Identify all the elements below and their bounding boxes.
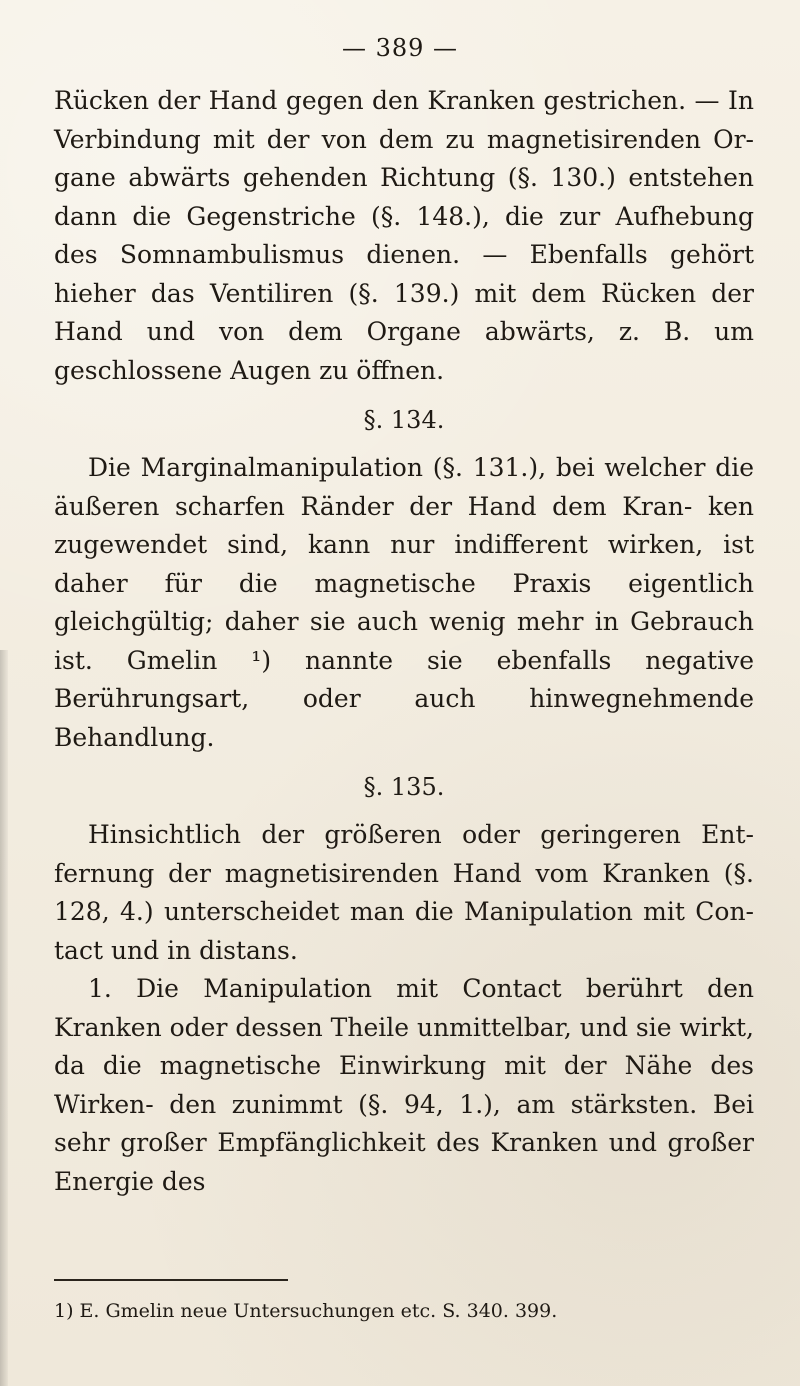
point-1-paragraph: 1. Die Manipulation mit Contact berührt den Kranken oder dessen Theile unmittelbar, und sie wirkt, da die magnetische Einwirkung mit der Nähe des Wirken- den zunimmt (§. 94, 1.), am stärksten. Bei sehr großer Empfänglichkeit des Kranken und großer Energie des	[54, 974, 754, 1196]
section-135-paragraph: Hinsichtlich der größeren oder geringeren Ent- fernung der magnetisirenden Hand vom Kranken (§. 128, 4.) unterscheidet man die Manipulation mit Con- tact und in distans.	[54, 820, 754, 965]
intro-paragraph: Rücken der Hand gegen den Kranken gestrichen. — In Verbindung mit der von dem zu magnetisirenden Or- gane abwärts gehenden Richtung (§. 130.) entstehen dann die Gegenstriche (§. 148.), die zur Aufhebung des Somnambulismus dienen. — Ebenfalls gehört hieher das Ventiliren (§. 139.) mit dem Rücken der Hand und von dem Organe abwärts, z. B. um geschlossene Augen zu öffnen.	[54, 86, 754, 385]
footnote-rule	[54, 1279, 288, 1281]
page-number: — 389 —	[341, 34, 459, 62]
section-135-heading: §. 135.	[363, 773, 445, 801]
page-content	[54, 82, 754, 1201]
section-134-heading: §. 134.	[363, 406, 445, 434]
page-left-edge-shadow	[0, 650, 8, 1386]
footnote: 1) E. Gmelin neue Untersuchungen etc. S. 340. 399.	[54, 1300, 558, 1322]
section-134-paragraph: Die Marginalmanipulation (§. 131.), bei welcher die äußeren scharfen Ränder der Hand dem Kran- ken zugewendet sind, kann nur indifferent wirken, ist daher für die magnetische Praxis eigentlich gleichgültig; daher sie auch wenig mehr in Gebrauch ist. Gmelin ¹) nannte sie ebenfalls negative Berührungsart, oder auch hinwegnehmende Behandlung.	[54, 453, 754, 752]
